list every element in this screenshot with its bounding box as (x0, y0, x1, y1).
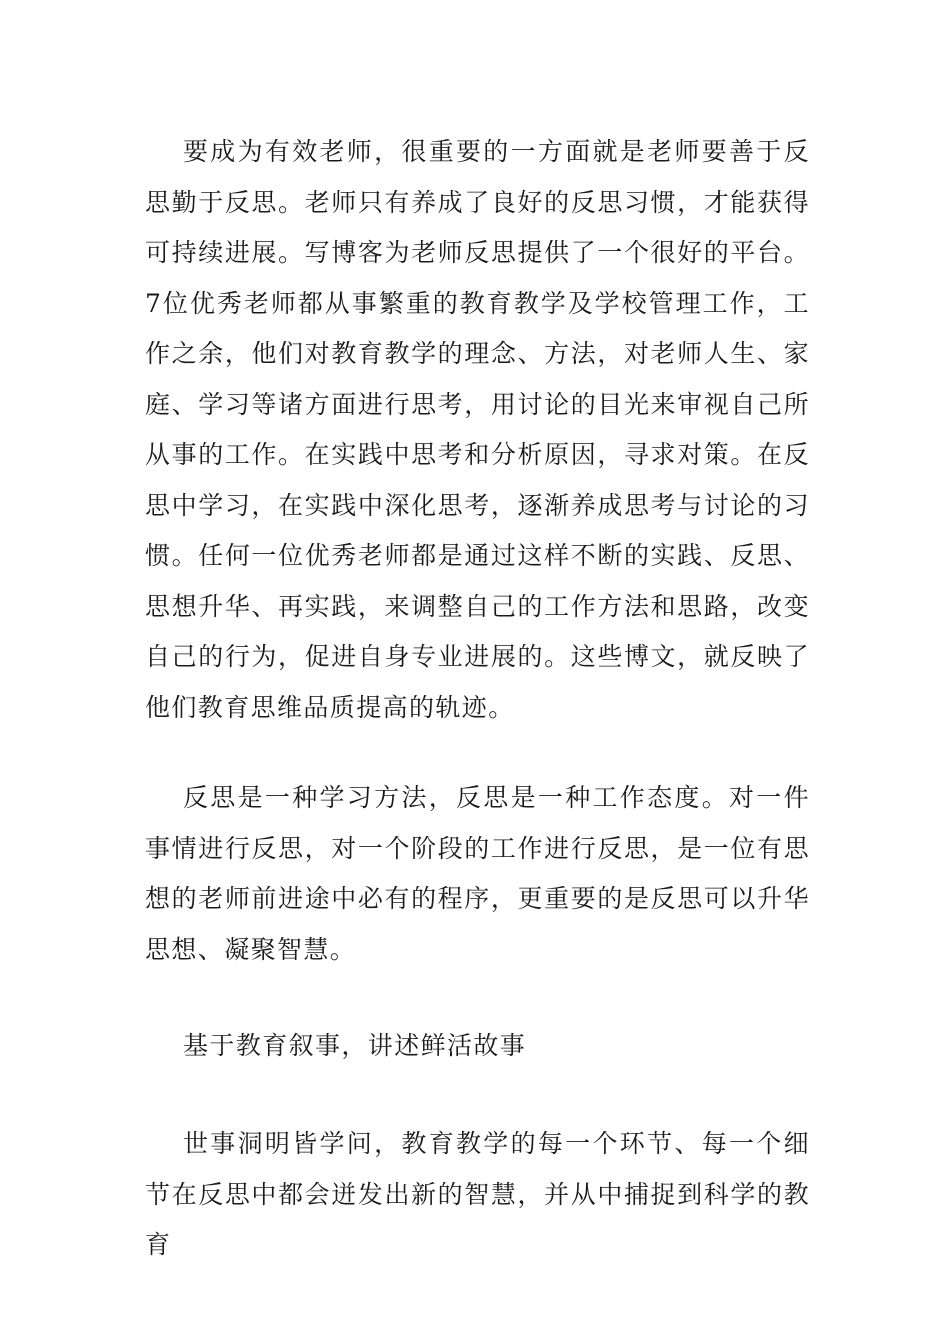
paragraph-world-affairs: 世事洞明皆学问，教育教学的每一个环节、每一个细节在反思中都会迸发出新的智慧，并从中捕捉到科学的教育 (145, 1129, 810, 1259)
section-heading-narrative: 基于教育叙事，讲述鲜活故事 (183, 1031, 527, 1060)
paragraph-reflection-intro: 要成为有效老师，很重要的一方面就是老师要善于反思勤于反思。老师只有养成了良好的反思习惯，才能获得可持续进展。写博客为老师反思提供了一个很好的平台。7位优秀老师都从事繁重的教育教学及学校管理工作，工作之余，他们对教育教学的理念、方法，对老师人生、家庭、学习等诸方面进行思考，用讨论的目光来审视自己所从事的工作。在实践中思考和分析原因，寻求对策。在反思中学习，在实践中深化思考，逐渐养成思考与讨论的习惯。任何一位优秀老师都是通过这样不断的实践、反思、思想升华、再实践，来调整自己的工作方法和思路，改变自己的行为，促进自身专业进展的。这些博文，就反映了他们教育思维品质提高的轨迹。 (145, 137, 810, 722)
paragraph-reflection-method: 反思是一种学习方法，反思是一种工作态度。对一件事情进行反思，对一个阶段的工作进行反思，是一位有思想的老师前进途中必有的程序，更重要的是反思可以升华思想、凝聚智慧。 (145, 783, 810, 964)
